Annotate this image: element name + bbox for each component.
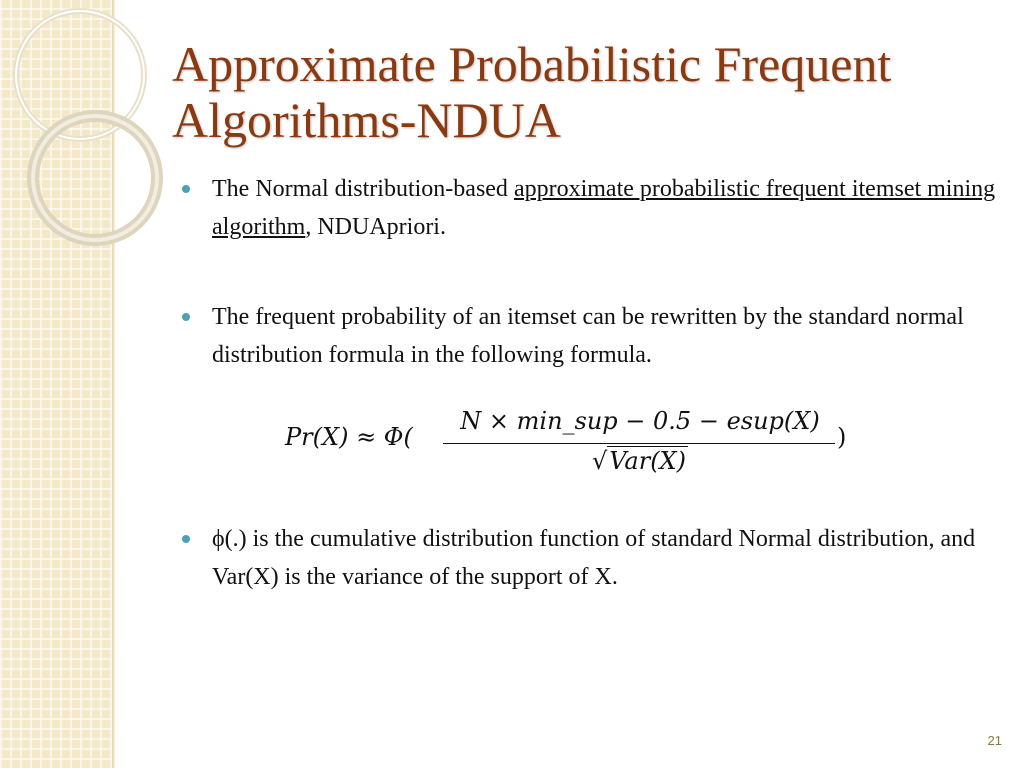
formula-denominator	[445, 447, 835, 475]
slide-title	[172, 36, 992, 148]
formula	[285, 405, 855, 485]
bullet-text: , NDUApriori.	[305, 214, 446, 240]
formula-numerator: N × min_sup − 0.5 − esup(X)	[460, 407, 820, 435]
formula-denominator-text: Var(X)	[609, 447, 687, 475]
page-number: 21	[987, 733, 1002, 748]
bullet-text: The frequent probability of an itemset can be rewritten by the standard normal distribution formula in the following formula.	[212, 304, 964, 368]
title-line-2: Algorithms-NDUA	[172, 92, 561, 148]
title-line-1: Approximate Probabilistic Frequent	[172, 36, 892, 92]
hyperlink-text[interactable]: approximate probabilistic frequent itemset mining algorithm	[212, 176, 996, 240]
bullet-item	[180, 520, 1000, 596]
bullet-text: The Normal distribution-based	[212, 176, 514, 202]
bullet-text: ϕ(.) is the cumulative distribution function of standard Normal distribution, and Var(X) is the variance of the support of X.	[212, 526, 976, 590]
bullet-list-2	[180, 520, 1000, 596]
bullet-dot-icon	[182, 185, 190, 193]
bullet-dot-icon	[182, 313, 190, 321]
bullet-list	[180, 170, 1000, 374]
bullet-item	[180, 170, 1000, 246]
formula-rparen: )	[837, 423, 847, 451]
sqrt-symbol: √	[591, 447, 608, 475]
formula-lhs: Pr(X) ≈ Φ(	[285, 423, 413, 451]
fraction-bar	[443, 443, 835, 444]
bullet-item	[180, 298, 1000, 374]
bullet-dot-icon	[182, 535, 190, 543]
